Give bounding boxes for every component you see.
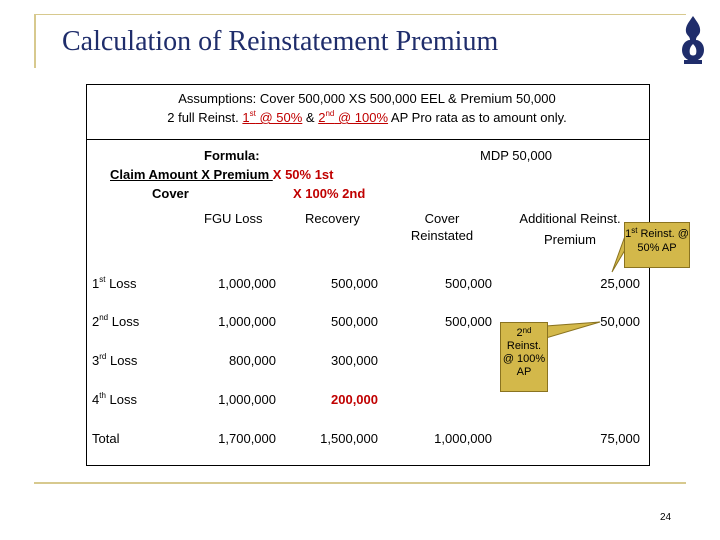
- row-cover: 500,000: [445, 314, 492, 329]
- row-cover: 500,000: [445, 276, 492, 291]
- row-recovery: 200,000: [331, 392, 378, 407]
- header-fgu-loss: FGU Loss: [204, 211, 263, 226]
- header-cover-line1: Cover: [424, 211, 460, 226]
- row-recovery: 500,000: [331, 314, 378, 329]
- row-recovery: 500,000: [331, 276, 378, 291]
- page-title: Calculation of Reinstatement Premium: [62, 26, 499, 57]
- top-rule: [34, 14, 686, 15]
- row-premium: 50,000: [600, 314, 640, 329]
- left-rule: [34, 14, 36, 68]
- callout-second-reinstatement: 2nd Reinst. @ 100% AP: [500, 322, 548, 392]
- row-label: 4th Loss: [92, 391, 137, 407]
- calculation-table: [86, 84, 650, 466]
- formula-line3-rate: X 100% 2nd: [293, 186, 366, 201]
- assumptions-line1: Assumptions: Cover 500,000 XS 500,000 EEL & Premium 50,000: [178, 91, 556, 106]
- header-additional-line2: Premium: [543, 232, 596, 247]
- row-premium: 25,000: [600, 276, 640, 291]
- page-number: 24: [660, 512, 672, 523]
- row-premium: 75,000: [600, 431, 640, 446]
- callout-pointer-2: [544, 318, 604, 342]
- assumptions-line2: 2 full Reinst. 1st @ 50% & 2nd @ 100% AP Pro rata as to amount only.: [167, 109, 567, 125]
- row-cover: 1,000,000: [434, 431, 492, 446]
- row-label: 2nd Loss: [92, 313, 140, 329]
- row-fgu: 1,000,000: [218, 392, 276, 407]
- bottom-rule: [34, 482, 686, 484]
- row-label: 1st Loss: [92, 275, 137, 291]
- row-fgu: 1,000,000: [218, 314, 276, 329]
- formula-label: Formula:: [204, 148, 260, 163]
- row-recovery: 1,500,000: [320, 431, 378, 446]
- formula-line2: Claim Amount X Premium X 50% 1st: [110, 167, 334, 182]
- header-cover-line2: Reinstated: [410, 228, 474, 243]
- row-label: Total: [92, 431, 120, 446]
- row-fgu: 1,700,000: [218, 431, 276, 446]
- row-label: 3rd Loss: [92, 352, 138, 368]
- header-recovery: Recovery: [305, 211, 360, 226]
- callout-first-reinstatement: 1st Reinst. @ 50% AP: [624, 222, 690, 268]
- row-fgu: 1,000,000: [218, 276, 276, 291]
- emblem-icon: [676, 14, 710, 66]
- row-fgu: 800,000: [229, 353, 276, 368]
- row-recovery: 300,000: [331, 353, 378, 368]
- mdp-label: MDP 50,000: [480, 148, 553, 163]
- assumptions-divider: [86, 139, 650, 140]
- formula-line3-cover: Cover: [152, 186, 189, 201]
- header-additional-line1: Additional Reinst.: [519, 211, 621, 226]
